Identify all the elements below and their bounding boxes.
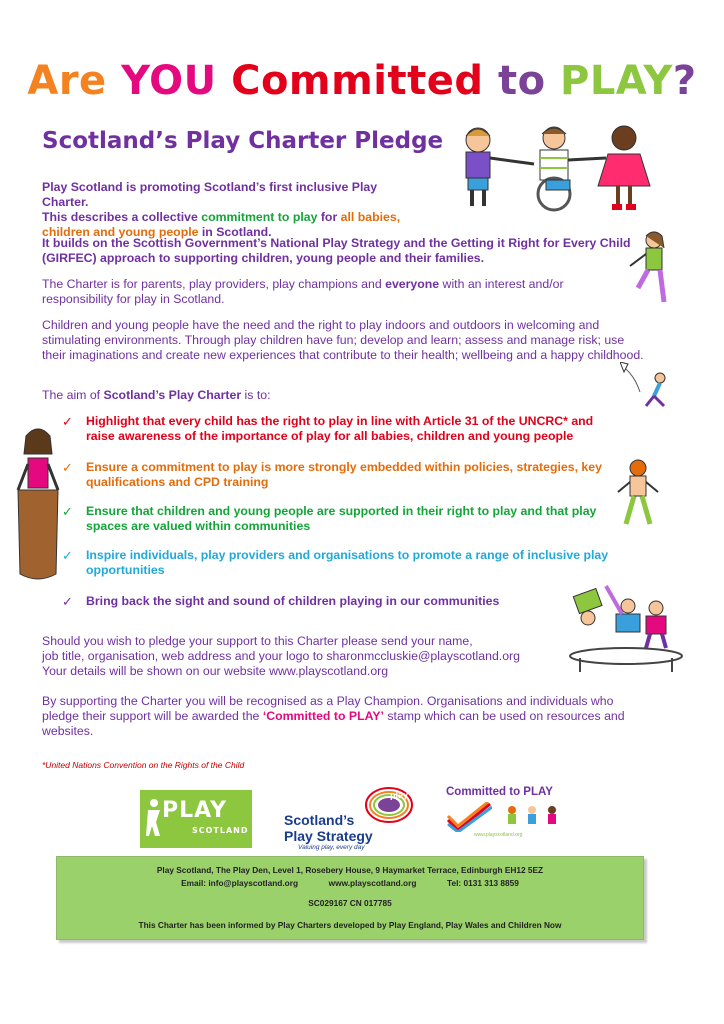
intro-p5-charter: Scotland’s Play Charter [103, 388, 242, 402]
play-scotland-logo [140, 790, 252, 848]
small-children-icon [502, 804, 562, 828]
strategy-logo-line-1: Scotland’s [284, 812, 355, 828]
headline-word-are: Are [27, 58, 107, 104]
headline-word-to: to [497, 58, 546, 104]
pledge-line-2: job title, organisation, web address and your logo to sharonmccluskie@playscotland.org [42, 649, 520, 663]
contact-footer [56, 856, 644, 940]
intro-p1-all-babies: all babies, [340, 210, 401, 224]
champion-stamp-name: ‘Committed to PLAY’ [262, 709, 384, 723]
uncrc-footnote: *United Nations Convention on the Rights of the Child [42, 760, 245, 770]
intro-p5-start: The aim of [42, 388, 104, 402]
footer-charity-number: SC029167 CN 017785 [308, 898, 392, 908]
aim-item-3 [62, 504, 622, 534]
aim-text: Ensure that children and young people are supported in their right to play and that play spaces are valued within communities [86, 504, 597, 533]
pledge-line-1: Should you wish to pledge your support to this Charter please send your name, [42, 634, 473, 648]
footer-informed-by: This Charter has been informed by Play Charters developed by Play England, Play Wales and Children Now [138, 920, 562, 930]
committed-to-play-stamp [444, 784, 574, 844]
checkmark-icon: ✓ [62, 460, 73, 475]
aim-item-2 [62, 460, 622, 490]
intro-p1-line1: Play Scotland is promoting Scotland’s first inclusive Play Charter. [42, 180, 378, 209]
intro-p1-describes: This describes a collective [42, 210, 202, 224]
footer-tel: Tel: 0131 313 8859 [447, 878, 519, 888]
scotlands-play-strategy-logo [280, 786, 440, 852]
headline-word-you: YOU [121, 58, 217, 104]
play-scotland-logo-play: PLAY [162, 798, 227, 823]
champion-text-start: By supporting the Charter you will be recognised as a Play Champion. Organisations and individuals who pledge their support will be awarded the [42, 694, 614, 723]
intro-paragraph-3 [42, 277, 602, 307]
checkmark-icon: ✓ [62, 414, 73, 429]
aim-text: Bring back the sight and sound of children playing in our communities [86, 594, 500, 608]
intro-paragraph-2: It builds on the Scottish Government’s National Play Strategy and the Getting it Right for Every Child (GIRFEC) approach to supporting children, young people and their families. [42, 236, 631, 265]
headline-word-play: PLAY [560, 58, 673, 104]
intro-paragraph-1 [42, 180, 422, 240]
intro-paragraph-4: Children and young people have the need and the right to play indoors and outdoors in welcoming and stimulating environments. Through play children have fun; develop and learn; assess and manage risk; use their imaginations and create new experiences that contribute to their health; wellbeing and a happy childhood. [42, 318, 644, 362]
intro-p1-commitment: commitment to play [201, 210, 318, 224]
intro-p3-everyone: everyone [385, 277, 440, 291]
strategy-logo-tagline: Valuing play, every day [298, 844, 365, 851]
pledge-paragraph [42, 634, 582, 679]
champion-paragraph [42, 694, 642, 739]
child-with-kite-illustration [620, 362, 674, 414]
aim-text: Ensure a commitment to play is more strongly embedded within policies, strategies, key qualifications and CPD training [86, 460, 602, 489]
footer-email: Email: info@playscotland.org [181, 878, 299, 888]
children-holding-hands-illustration [446, 124, 668, 214]
intro-p1-in-scotland: in Scotland. [198, 225, 272, 239]
page-headline [0, 58, 724, 104]
aim-item-4 [62, 548, 622, 578]
stamp-title: Committed to PLAY [446, 786, 553, 798]
girl-skipping-illustration [624, 228, 676, 308]
intro-p3-end: with an interest and/or responsibility for play in Scotland. [42, 277, 564, 306]
champion-text-end: stamp which can be used on resources and websites. [42, 709, 625, 738]
aim-text: Highlight that every child has the right to play in line with Article 31 of the UNCRC* and raise awareness of the importance of play for all babies, children and young people [86, 414, 594, 443]
play-scotland-logo-scotland: SCOTLAND [192, 826, 249, 835]
checkmark-icon: ✓ [62, 594, 73, 609]
strategy-logo-line-2: Play Strategy [284, 828, 373, 844]
footer-contact-line [57, 878, 643, 888]
footer-web: www.playscotland.org [328, 878, 417, 888]
aim-item-1 [62, 414, 622, 444]
pledge-line-3: Your details will be shown on our website www.playscotland.org [42, 664, 389, 678]
intro-p1-children: children and young people [42, 225, 199, 239]
dancing-child-illustration [616, 458, 660, 530]
checkmark-icon: ✓ [62, 504, 73, 519]
rainbow-tick-icon [446, 802, 492, 832]
children-on-trampoline-illustration [566, 578, 686, 674]
intro-p5-end: is to: [241, 388, 271, 402]
girl-in-sack-race-illustration [12, 424, 64, 586]
footer-address: Play Scotland, The Play Den, Level 1, Rosebery House, 9 Haymarket Terrace, Edinburgh EH12 5EZ [156, 865, 544, 875]
aim-item-5 [62, 594, 622, 609]
page-subtitle: Scotland’s Play Charter Pledge [42, 128, 444, 154]
intro-p3-start: The Charter is for parents, play providers, play champions and [42, 277, 386, 291]
play-figure-icon [146, 798, 162, 838]
aim-text: Inspire individuals, play providers and organisations to promote a range of inclusive play opportunities [86, 548, 609, 577]
stamp-url: www.playscotland.org [474, 832, 523, 838]
strategy-logo-bubble-text: play [390, 790, 409, 800]
headline-question-mark: ? [672, 58, 697, 104]
headline-word-committed: Committed [231, 58, 484, 104]
checkmark-icon: ✓ [62, 548, 73, 563]
intro-paragraph-5 [42, 388, 642, 403]
intro-p1-for: for [317, 210, 341, 224]
